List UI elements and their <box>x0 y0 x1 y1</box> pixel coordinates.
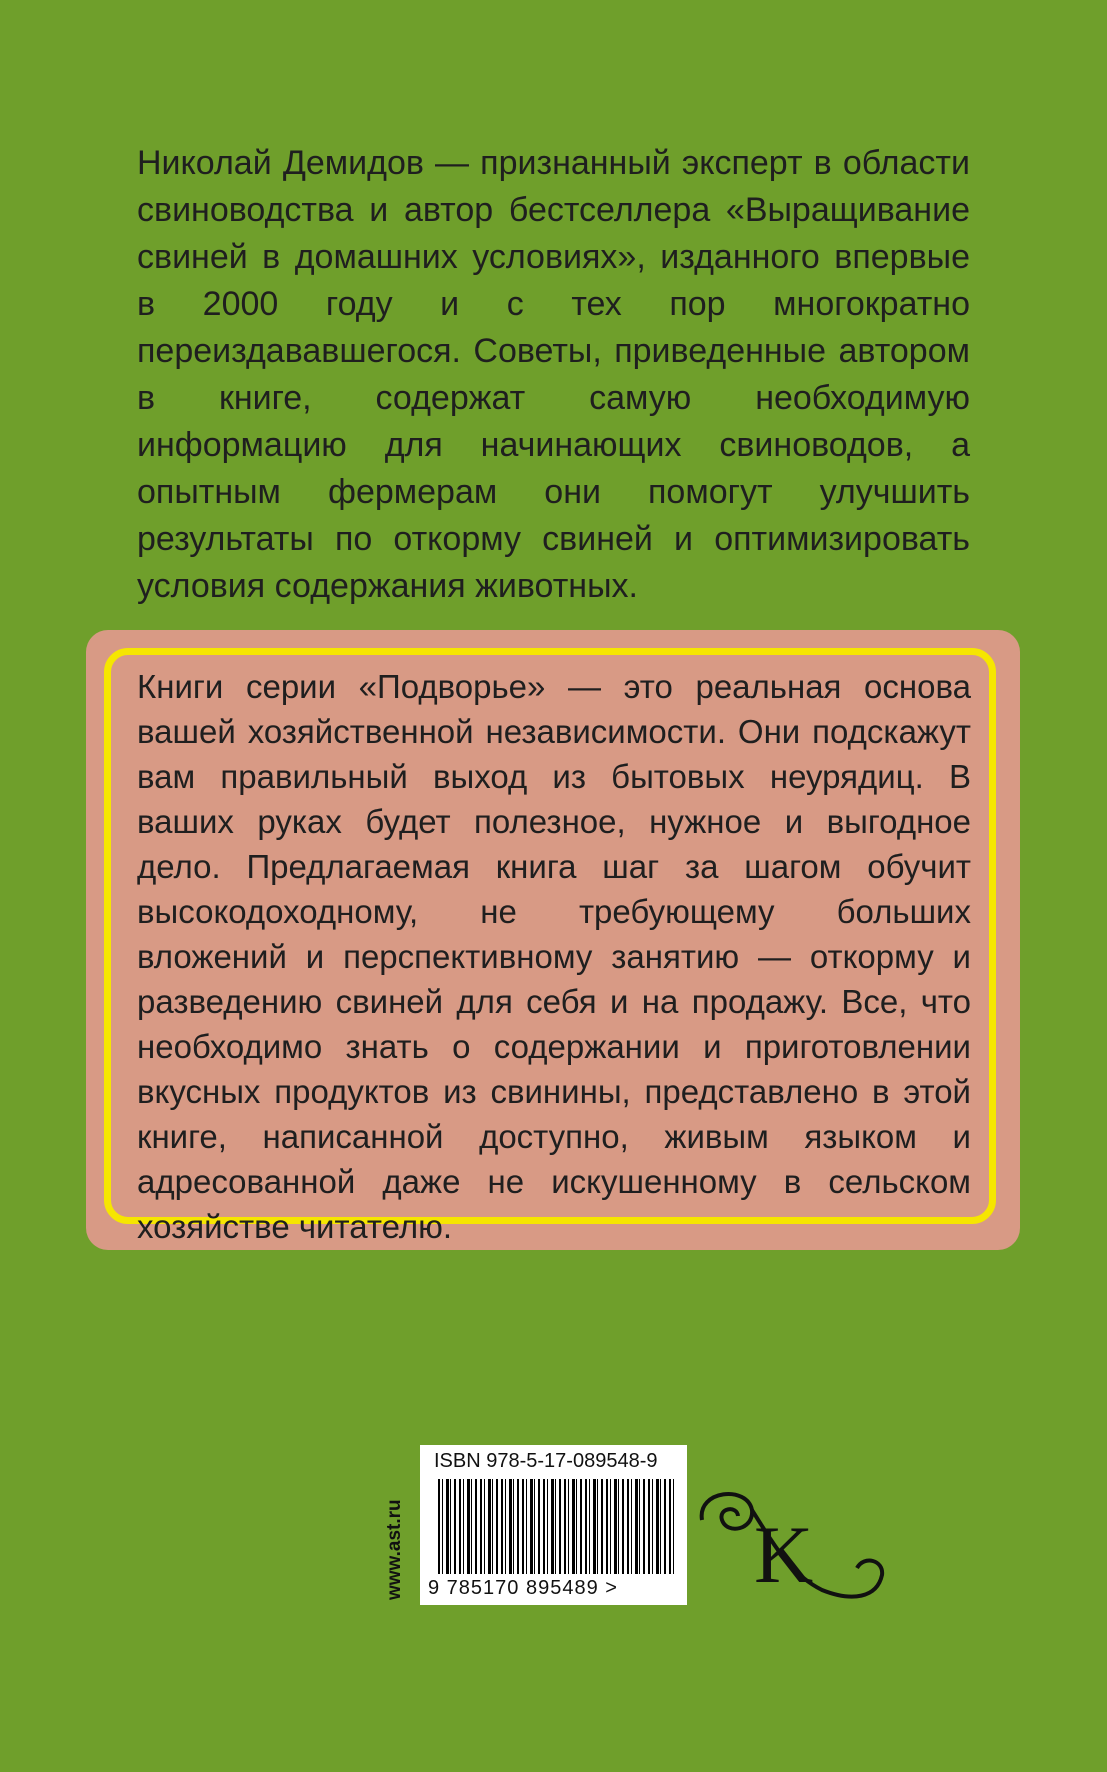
publisher-logo-icon <box>692 1480 892 1610</box>
barcode-digits: 9 785170 895489 > <box>428 1577 618 1599</box>
isbn-label: ISBN 978-5-17-089548-9 <box>434 1450 658 1472</box>
series-description: Книги серии «Подворье» — это реальная основа вашей хозяйственной независимости. Они подскажут вам правильный выход из бытовых неурядиц. В ваших руках будет полезное, нужное и выгодное дело. Предлагаемая книга шаг за шагом обучит высокодоходному, не требующему больших вложений и перспективному занятию — откорму и разведению свиней для себя и на продажу. Все, что необходимо знать о содержании и приготовлении вкусных продуктов из свинины, представлено в этой книге, написанной доступно, живым языком и адресованной даже не искушенному в сельском хозяйстве читателю. <box>137 668 971 1245</box>
author-description: Николай Демидов — признанный эксперт в области свиноводства и автор бестселлера «Выращивание свиней в домашних условиях», изданного впервые в 2000 году и с тех пор многократно переиздававшегося. Советы, приведенные автором в книге, содержат самую необходимую информацию для начинающих свиноводов, а опытным фермерам они помогут улучшить результаты по откорму свиней и оптимизировать условия содержания животных. <box>137 144 970 605</box>
publisher-logo-letter: K <box>754 1509 814 1600</box>
barcode-block <box>420 1445 687 1605</box>
barcode-icon <box>438 1479 676 1574</box>
publisher-website[interactable]: www.ast.ru <box>384 1499 405 1600</box>
